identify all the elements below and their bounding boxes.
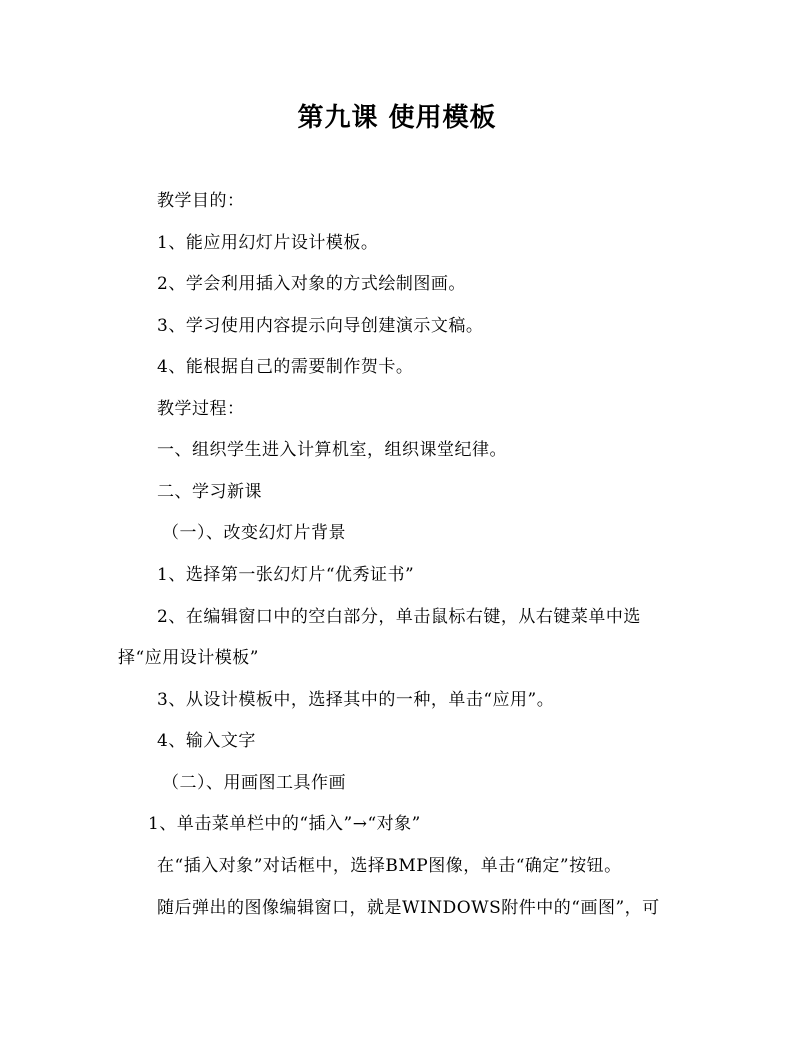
objectives-heading: 教学目的：	[157, 191, 245, 211]
section1-step-4: 4、输入文字	[157, 731, 256, 751]
objective-item-1: 1、能应用幻灯片设计模板。	[157, 233, 379, 253]
section1-step-2-continued: 择“应用设计模板”	[118, 648, 259, 668]
section2-paragraph-2: 随后弹出的图像编辑窗口，就是WINDOWS附件中的“画图”，可	[157, 898, 660, 918]
section1-step-3: 3、从设计模板中，选择其中的一种，单击“应用”。	[157, 690, 555, 710]
objective-item-2: 2、学会利用插入对象的方式绘制图画。	[157, 274, 466, 294]
section-heading-1: （一）、改变幻灯片背景	[162, 523, 346, 543]
process-heading: 教学过程：	[157, 399, 245, 419]
document-title: 第九课 使用模板	[297, 103, 497, 133]
section2-step-1: 1、单击菜单栏中的“插入”→“对象”	[148, 814, 421, 834]
section1-step-2: 2、在编辑窗口中的空白部分，单击鼠标右键，从右键菜单中选	[157, 607, 641, 627]
section1-step-1: 1、选择第一张幻灯片“优秀证书”	[157, 565, 415, 585]
section-heading-2: （二）、用画图工具作画	[162, 773, 346, 793]
process-step-1: 一、组织学生进入计算机室，组织课堂纪律。	[157, 440, 507, 460]
objective-item-4: 4、能根据自己的需要制作贺卡。	[157, 357, 414, 377]
section2-paragraph-1: 在“插入对象”对话框中，选择BMP图像，单击“确定”按钮。	[157, 856, 622, 876]
objective-item-3: 3、学习使用内容提示向导创建演示文稿。	[157, 316, 484, 336]
process-step-2: 二、学习新课	[157, 482, 262, 502]
